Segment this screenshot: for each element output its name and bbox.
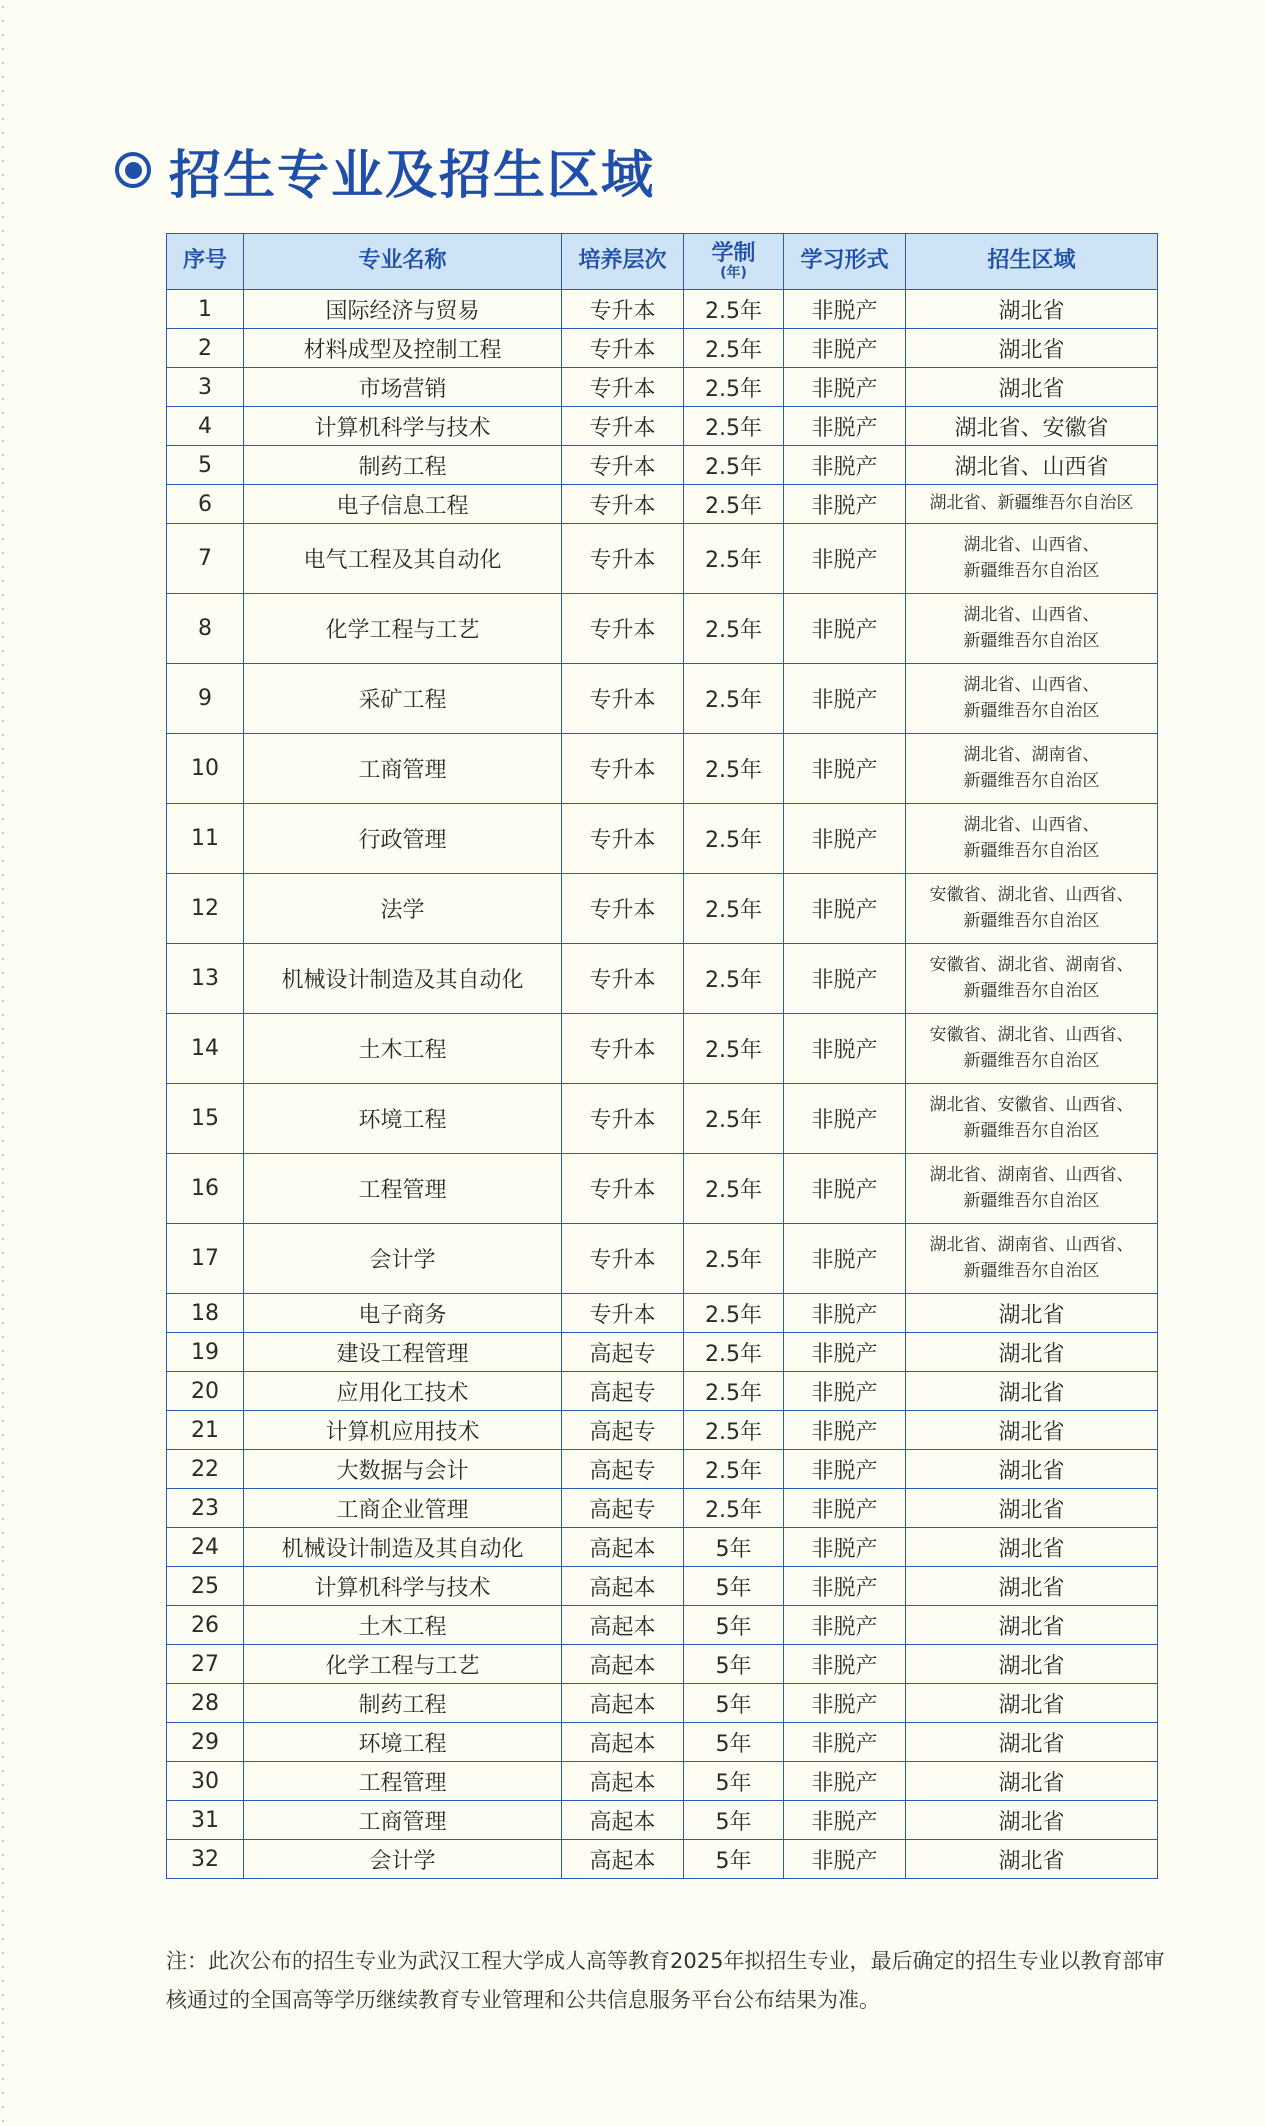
cell-duration: 2.5年 [684,944,784,1014]
header-duration-label: 学制 [711,240,756,266]
cell-form: 非脱产 [784,1762,906,1801]
cell-index: 8 [167,594,244,664]
cell-level: 专升本 [562,1294,684,1333]
region-line: 新疆维吾尔自治区 [963,1190,1100,1211]
cell-duration: 5年 [684,1567,784,1606]
cell-major: 工商企业管理 [244,1489,562,1528]
region-line: 湖北省 [998,1380,1065,1406]
cell-level: 高起专 [562,1489,684,1528]
table-row [167,290,1158,329]
cell-form: 非脱产 [784,485,906,524]
cell-major: 应用化工技术 [244,1372,562,1411]
region-line: 湖北省、山西省、 [963,815,1100,835]
cell-level: 专升本 [562,1154,684,1224]
region-line: 湖北省、新疆维吾尔自治区 [929,493,1134,514]
cell-major: 计算机科学与技术 [244,1567,562,1606]
cell-form: 非脱产 [784,1489,906,1528]
region-line: 湖北省 [998,1770,1065,1796]
cell-region [906,446,1158,485]
cell-index: 11 [167,804,244,874]
cell-major: 工商管理 [244,734,562,804]
cell-index: 3 [167,368,244,407]
cell-form: 非脱产 [784,407,906,446]
region-line: 湖北省 [998,337,1065,363]
cell-form: 非脱产 [784,524,906,594]
cell-region [906,594,1158,664]
region-line: 湖北省 [998,1653,1065,1679]
cell-level: 专升本 [562,368,684,407]
cell-major: 制药工程 [244,1684,562,1723]
cell-duration: 5年 [684,1801,784,1840]
cell-index: 31 [167,1801,244,1840]
table-row [167,329,1158,368]
cell-level: 专升本 [562,329,684,368]
cell-major: 国际经济与贸易 [244,290,562,329]
cell-duration: 2.5年 [684,1014,784,1084]
cell-form: 非脱产 [784,804,906,874]
cell-duration: 2.5年 [684,1450,784,1489]
table-row [167,1528,1158,1567]
cell-region [906,1606,1158,1645]
cell-major: 工程管理 [244,1762,562,1801]
cell-duration: 2.5年 [684,1224,784,1294]
cell-region [906,1840,1158,1879]
cell-form: 非脱产 [784,664,906,734]
cell-major: 机械设计制造及其自动化 [244,944,562,1014]
table-row [167,734,1158,804]
cell-region [906,1450,1158,1489]
region-line: 湖北省 [998,1497,1065,1523]
region-line: 湖北省 [998,1692,1065,1718]
cell-region [906,1333,1158,1372]
table-row [167,594,1158,664]
cell-duration: 2.5年 [684,594,784,664]
table-row [167,407,1158,446]
table-row [167,1645,1158,1684]
cell-index: 19 [167,1333,244,1372]
cell-form: 非脱产 [784,1411,906,1450]
cell-region [906,1567,1158,1606]
cell-form: 非脱产 [784,1294,906,1333]
cell-duration: 2.5年 [684,407,784,446]
cell-form: 非脱产 [784,290,906,329]
cell-form: 非脱产 [784,944,906,1014]
region-line: 湖北省、湖南省、山西省、 [929,1165,1134,1185]
region-line: 湖北省、山西省、 [963,535,1100,555]
region-line: 湖北省、湖南省、 [963,745,1100,765]
cell-region [906,1801,1158,1840]
cell-major: 会计学 [244,1224,562,1294]
cell-form: 非脱产 [784,1840,906,1879]
table-row [167,1684,1158,1723]
cell-duration: 5年 [684,1762,784,1801]
cell-duration: 2.5年 [684,368,784,407]
cell-duration: 2.5年 [684,804,784,874]
cell-duration: 2.5年 [684,664,784,734]
region-line: 湖北省、山西省、 [963,675,1100,695]
cell-duration: 2.5年 [684,1333,784,1372]
cell-region [906,1372,1158,1411]
cell-duration: 2.5年 [684,874,784,944]
cell-region [906,1084,1158,1154]
cell-major: 化学工程与工艺 [244,1645,562,1684]
cell-duration: 2.5年 [684,485,784,524]
table-row [167,1333,1158,1372]
cell-major: 材料成型及控制工程 [244,329,562,368]
cell-major: 行政管理 [244,804,562,874]
cell-form: 非脱产 [784,594,906,664]
cell-index: 29 [167,1723,244,1762]
table-row [167,1224,1158,1294]
region-line: 湖北省、山西省、 [963,605,1100,625]
table-row [167,368,1158,407]
cell-index: 4 [167,407,244,446]
cell-duration: 2.5年 [684,1411,784,1450]
cell-major: 建设工程管理 [244,1333,562,1372]
table-row [167,1801,1158,1840]
cell-index: 16 [167,1154,244,1224]
page-title: 招生专业及招生区域 [169,145,656,206]
region-line: 新疆维吾尔自治区 [963,910,1100,931]
cell-level: 专升本 [562,804,684,874]
header-duration [684,234,784,290]
cell-major: 电子商务 [244,1294,562,1333]
table-row [167,1606,1158,1645]
cell-index: 5 [167,446,244,485]
table-row [167,446,1158,485]
region-line: 湖北省 [998,1302,1065,1328]
majors-table [166,233,1158,1879]
cell-level: 专升本 [562,407,684,446]
cell-region [906,524,1158,594]
region-line: 新疆维吾尔自治区 [963,840,1100,861]
cell-duration: 2.5年 [684,290,784,329]
cell-region [906,804,1158,874]
header-major: 专业名称 [244,234,562,290]
cell-major: 环境工程 [244,1723,562,1762]
region-line: 新疆维吾尔自治区 [963,700,1100,721]
region-line: 安徽省、湖北省、湖南省、 [929,955,1134,975]
cell-major: 法学 [244,874,562,944]
cell-index: 32 [167,1840,244,1879]
header-level: 培养层次 [562,234,684,290]
cell-index: 25 [167,1567,244,1606]
cell-region [906,734,1158,804]
cell-major: 市场营销 [244,368,562,407]
cell-major: 工商管理 [244,1801,562,1840]
cell-major: 会计学 [244,1840,562,1879]
table-row [167,664,1158,734]
cell-level: 高起专 [562,1411,684,1450]
cell-level: 高起本 [562,1567,684,1606]
region-line: 新疆维吾尔自治区 [963,630,1100,651]
cell-duration: 2.5年 [684,1084,784,1154]
cell-index: 9 [167,664,244,734]
table-body [167,290,1158,1879]
cell-region [906,368,1158,407]
table-row [167,804,1158,874]
table-row [167,1450,1158,1489]
cell-index: 12 [167,874,244,944]
region-line: 湖北省 [998,376,1065,402]
cell-form: 非脱产 [784,1528,906,1567]
region-line: 湖北省 [998,1419,1065,1445]
table-row [167,1723,1158,1762]
cell-region [906,1645,1158,1684]
header-form: 学习形式 [784,234,906,290]
cell-region [906,1411,1158,1450]
cell-region [906,1684,1158,1723]
cell-level: 专升本 [562,1224,684,1294]
cell-index: 26 [167,1606,244,1645]
cell-index: 21 [167,1411,244,1450]
table-row [167,1294,1158,1333]
cell-form: 非脱产 [784,1014,906,1084]
table-row [167,524,1158,594]
cell-level: 高起本 [562,1684,684,1723]
table-row [167,1489,1158,1528]
cell-level: 专升本 [562,734,684,804]
cell-duration: 5年 [684,1528,784,1567]
region-line: 湖北省 [998,1341,1065,1367]
cell-level: 高起本 [562,1840,684,1879]
cell-index: 22 [167,1450,244,1489]
cell-region [906,290,1158,329]
cell-index: 28 [167,1684,244,1723]
cell-form: 非脱产 [784,446,906,485]
cell-major: 机械设计制造及其自动化 [244,1528,562,1567]
cell-region [906,407,1158,446]
cell-region [906,1723,1158,1762]
region-line: 湖北省 [998,1614,1065,1640]
table-row [167,944,1158,1014]
cell-major: 工程管理 [244,1154,562,1224]
majors-table-container [166,233,1157,1879]
cell-level: 专升本 [562,874,684,944]
cell-form: 非脱产 [784,1801,906,1840]
region-line: 新疆维吾尔自治区 [963,1050,1100,1071]
section-header [115,128,655,212]
cell-major: 电气工程及其自动化 [244,524,562,594]
cell-index: 10 [167,734,244,804]
cell-duration: 5年 [684,1606,784,1645]
cell-form: 非脱产 [784,1567,906,1606]
region-line: 新疆维吾尔自治区 [963,1260,1100,1281]
target-bullet-icon [115,152,151,188]
cell-level: 专升本 [562,944,684,1014]
footnote: 注：此次公布的招生专业为武汉工程大学成人高等教育2025年拟招生专业，最后确定的招生专业以教育部审核通过的全国高等学历继续教育专业管理和公共信息服务平台公布结果为准。 [166,1949,1165,2012]
cell-region [906,1489,1158,1528]
cell-level: 专升本 [562,594,684,664]
cell-level: 高起本 [562,1723,684,1762]
header-index: 序号 [167,234,244,290]
header-region: 招生区域 [906,234,1158,290]
table-row [167,874,1158,944]
table-row [167,1014,1158,1084]
cell-index: 1 [167,290,244,329]
cell-level: 高起专 [562,1372,684,1411]
cell-level: 专升本 [562,1084,684,1154]
cell-level: 高起本 [562,1762,684,1801]
region-line: 新疆维吾尔自治区 [963,770,1100,791]
cell-index: 6 [167,485,244,524]
cell-index: 30 [167,1762,244,1801]
header-duration-unit: (年) [720,264,747,281]
cell-form: 非脱产 [784,1450,906,1489]
cell-major: 化学工程与工艺 [244,594,562,664]
table-row [167,1567,1158,1606]
cell-duration: 5年 [684,1645,784,1684]
region-line: 安徽省、湖北省、山西省、 [929,885,1134,905]
cell-index: 24 [167,1528,244,1567]
cell-form: 非脱产 [784,734,906,804]
cell-region [906,664,1158,734]
cell-duration: 5年 [684,1723,784,1762]
cell-major: 土木工程 [244,1014,562,1084]
cell-index: 18 [167,1294,244,1333]
cell-form: 非脱产 [784,1154,906,1224]
cell-region [906,874,1158,944]
cell-level: 高起本 [562,1645,684,1684]
cell-major: 计算机应用技术 [244,1411,562,1450]
table-header-row [167,234,1158,290]
cell-index: 23 [167,1489,244,1528]
cell-form: 非脱产 [784,1606,906,1645]
region-line: 新疆维吾尔自治区 [963,980,1100,1001]
region-line: 湖北省 [998,298,1065,324]
table-row [167,1840,1158,1879]
cell-major: 制药工程 [244,446,562,485]
cell-major: 电子信息工程 [244,485,562,524]
cell-index: 27 [167,1645,244,1684]
cell-form: 非脱产 [784,1224,906,1294]
cell-duration: 2.5年 [684,329,784,368]
region-line: 新疆维吾尔自治区 [963,1120,1100,1141]
region-line: 新疆维吾尔自治区 [963,560,1100,581]
cell-level: 专升本 [562,290,684,329]
region-line: 湖北省 [998,1731,1065,1757]
region-line: 安徽省、湖北省、山西省、 [929,1025,1134,1045]
cell-region [906,944,1158,1014]
cell-level: 专升本 [562,485,684,524]
region-line: 湖北省 [998,1809,1065,1835]
cell-region [906,485,1158,524]
cell-major: 大数据与会计 [244,1450,562,1489]
cell-region [906,329,1158,368]
cell-form: 非脱产 [784,1684,906,1723]
cell-form: 非脱产 [784,874,906,944]
cell-duration: 2.5年 [684,446,784,485]
cell-region [906,1154,1158,1224]
cell-level: 专升本 [562,446,684,485]
cell-index: 20 [167,1372,244,1411]
decorative-dot-border [0,0,6,2126]
cell-index: 7 [167,524,244,594]
cell-level: 高起专 [562,1450,684,1489]
cell-level: 专升本 [562,1014,684,1084]
table-row [167,1154,1158,1224]
table-row [167,1372,1158,1411]
cell-level: 高起本 [562,1528,684,1567]
cell-form: 非脱产 [784,1084,906,1154]
cell-form: 非脱产 [784,1372,906,1411]
cell-region [906,1014,1158,1084]
region-line: 湖北省、山西省 [954,454,1109,480]
cell-form: 非脱产 [784,368,906,407]
table-row [167,1411,1158,1450]
cell-duration: 2.5年 [684,1372,784,1411]
region-line: 湖北省 [998,1848,1065,1874]
table-row [167,1084,1158,1154]
cell-duration: 2.5年 [684,1489,784,1528]
cell-index: 17 [167,1224,244,1294]
cell-level: 高起本 [562,1606,684,1645]
cell-duration: 2.5年 [684,734,784,804]
cell-duration: 5年 [684,1840,784,1879]
cell-region [906,1224,1158,1294]
region-line: 湖北省 [998,1536,1065,1562]
cell-level: 专升本 [562,664,684,734]
cell-index: 13 [167,944,244,1014]
cell-form: 非脱产 [784,329,906,368]
table-row [167,485,1158,524]
cell-index: 15 [167,1084,244,1154]
region-line: 湖北省 [998,1575,1065,1601]
cell-region [906,1762,1158,1801]
cell-region [906,1528,1158,1567]
cell-duration: 5年 [684,1684,784,1723]
cell-level: 专升本 [562,524,684,594]
table-row [167,1762,1158,1801]
region-line: 湖北省、安徽省、山西省、 [929,1095,1134,1115]
cell-level: 高起专 [562,1333,684,1372]
cell-major: 采矿工程 [244,664,562,734]
cell-major: 土木工程 [244,1606,562,1645]
cell-form: 非脱产 [784,1645,906,1684]
cell-form: 非脱产 [784,1333,906,1372]
region-line: 湖北省、安徽省 [954,415,1109,441]
cell-major: 计算机科学与技术 [244,407,562,446]
region-line: 湖北省 [998,1458,1065,1484]
cell-form: 非脱产 [784,1723,906,1762]
cell-region [906,1294,1158,1333]
cell-duration: 2.5年 [684,524,784,594]
cell-level: 高起本 [562,1801,684,1840]
cell-index: 2 [167,329,244,368]
cell-duration: 2.5年 [684,1154,784,1224]
cell-major: 环境工程 [244,1084,562,1154]
region-line: 湖北省、湖南省、山西省、 [929,1235,1134,1255]
cell-duration: 2.5年 [684,1294,784,1333]
cell-index: 14 [167,1014,244,1084]
